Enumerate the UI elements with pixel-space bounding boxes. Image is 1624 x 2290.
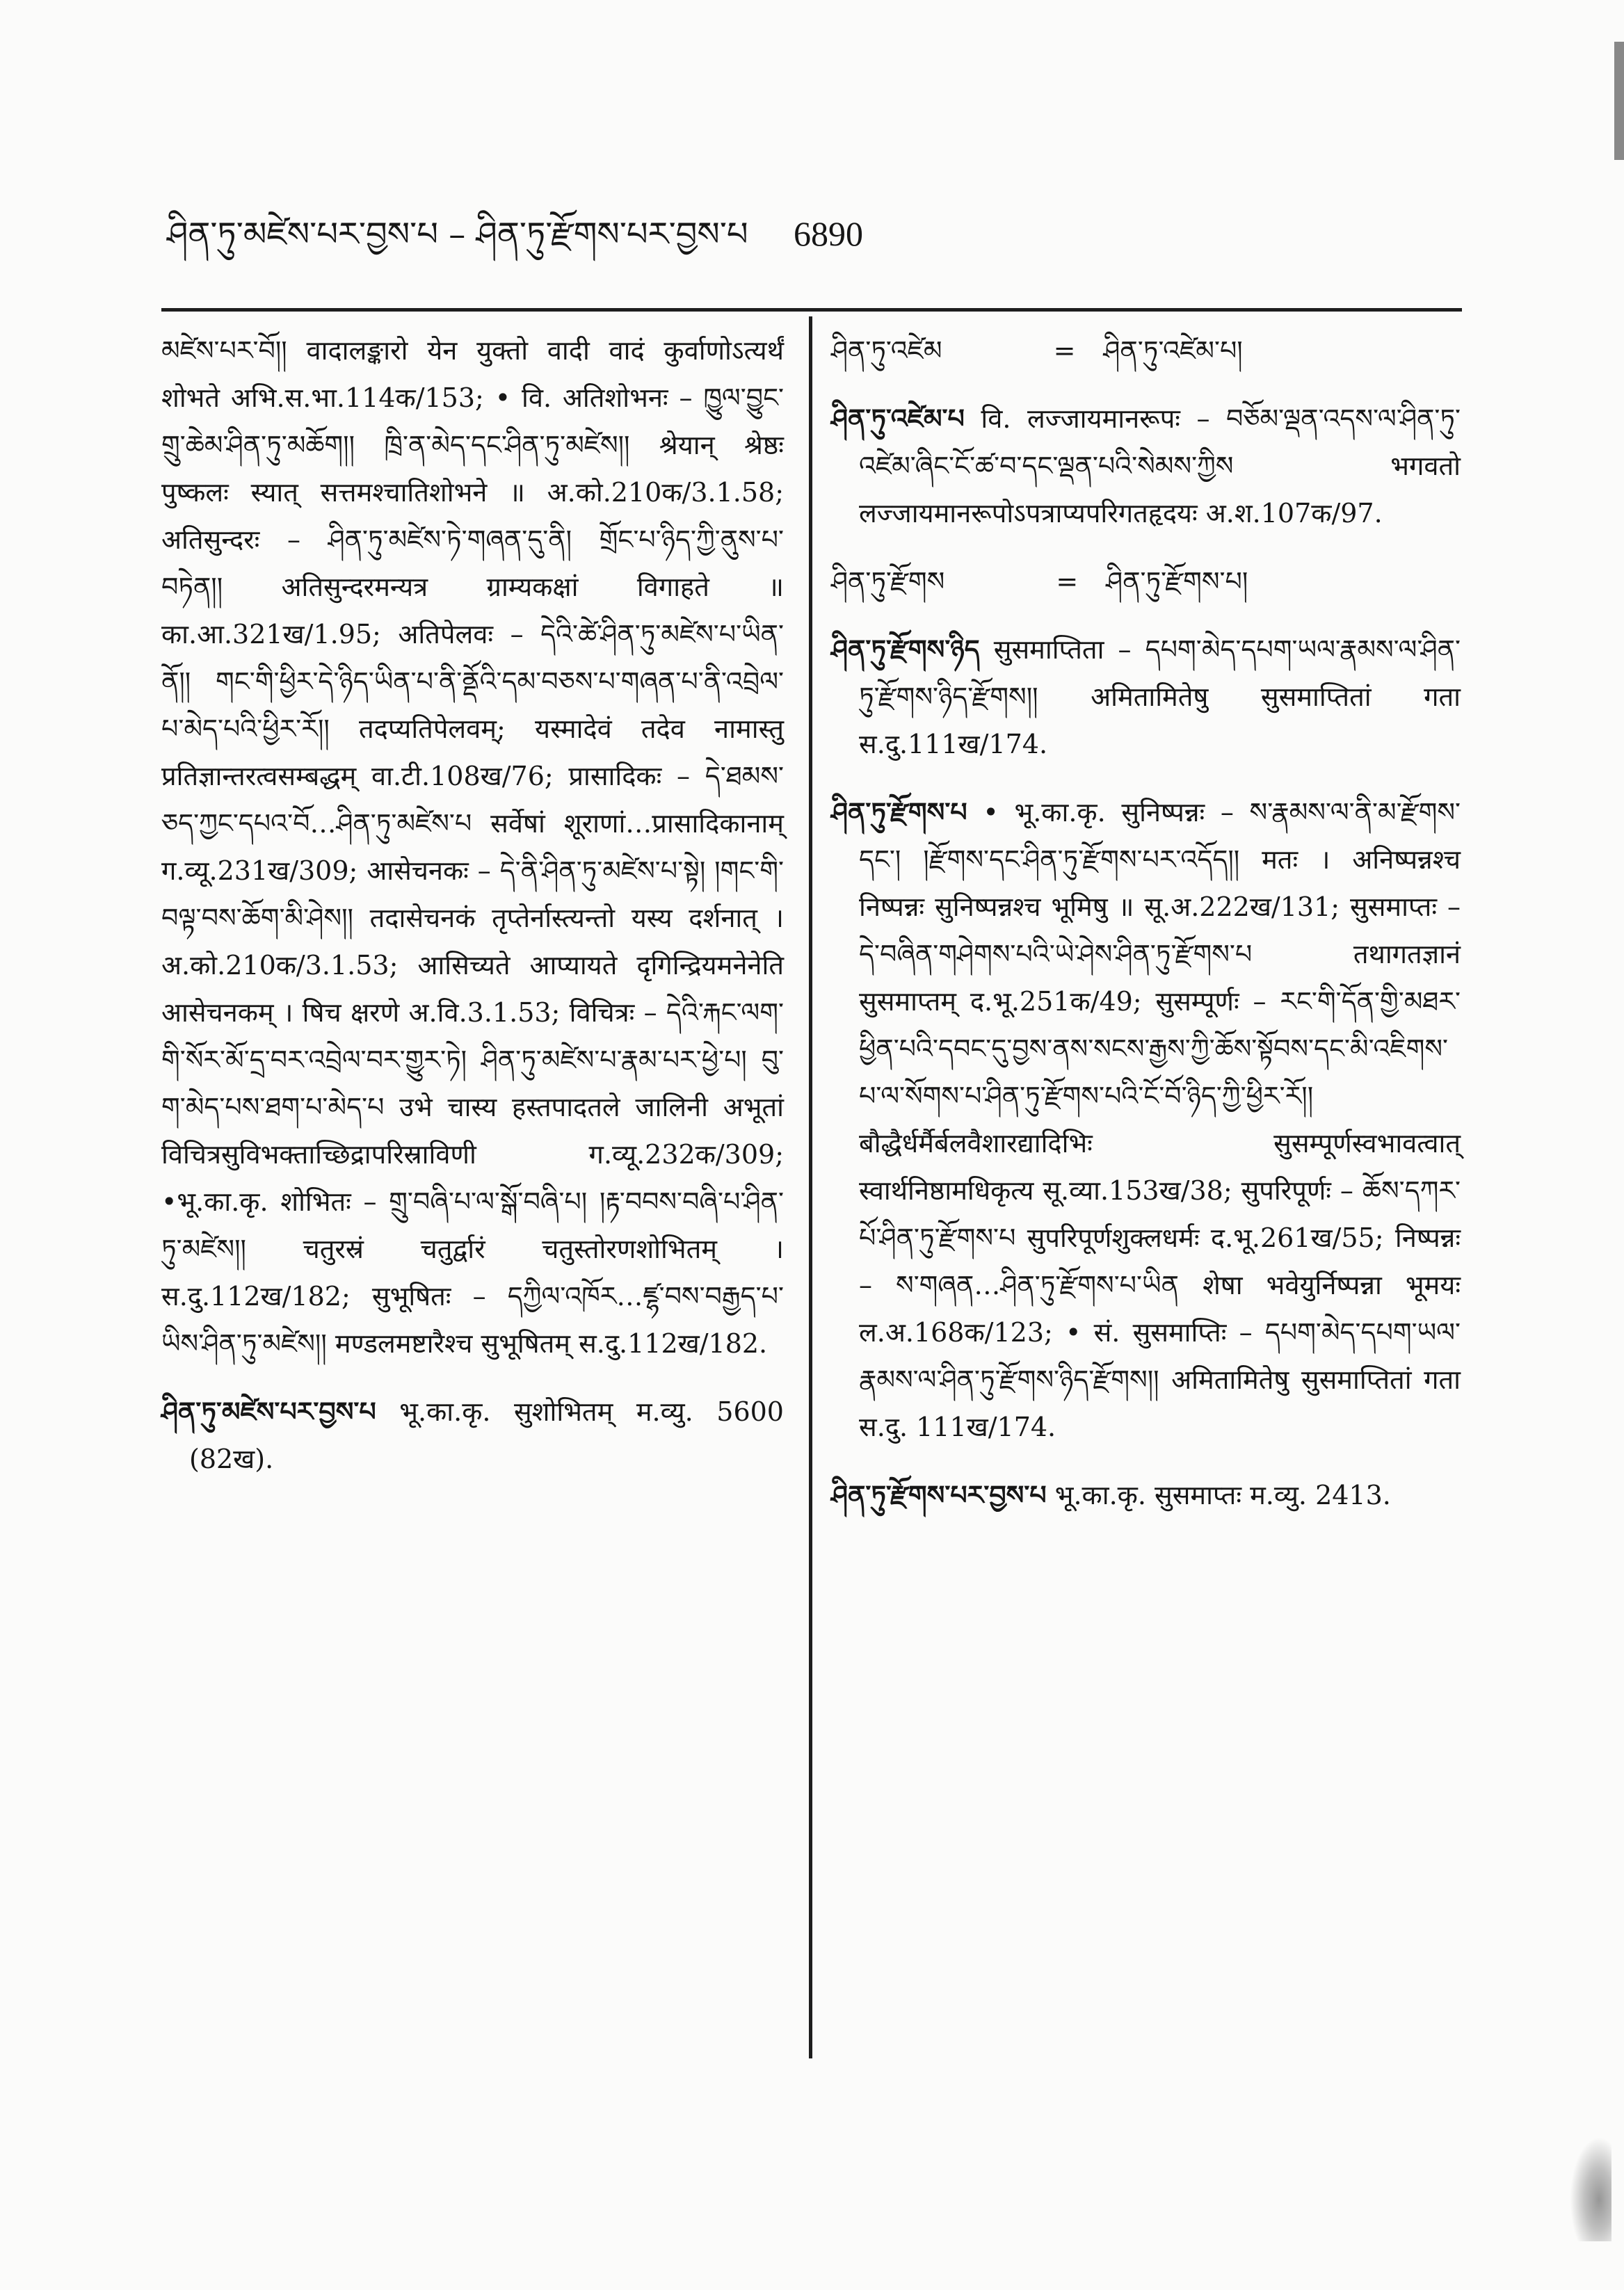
- dictionary-entry: [831, 395, 1461, 537]
- entry-body: • भू.का.कृ. सुनिष्पन्नः – ས་རྣམས་ལ་ནི་མ་རྫོགས་དང་། །རྫོགས་དང་ཤིན་ཏུ་རྫོགས་པར་འདོད།། मतः । अनिष्पन्नश्च निष्पन्नः सुनिष्पन्नश्च भूमिषु ॥ सू.अ.222ख/131; सुसमाप्तः – དེ་བཞིན་གཤེགས་པའི་ཡེ་ཤེས་ཤིན་ཏུ་རྫོགས་པ तथागतज्ञानं सुसमाप्तम् द.भू.251क/49; सुसम्पूर्णः – རང་གི་དོན་གྱི་མཐར་ཕྱིན་པའི་དབང་དུ་བྱས་ནས་སངས་རྒྱས་ཀྱི་ཆོས་སྟོབས་དང་མི་འཇིགས་པ་ལ་སོགས་པ་ཤིན་ཏུ་རྫོགས་པའི་ངོ་བོ་ཉིད་ཀྱི་ཕྱིར་རོ།། बौद्धैर्धर्मैर्बलवैशारद्यादिभिः सुसम्पूर्णस्वभावत्वात् स्वार्थनिष्ठामधिकृत्य सू.व्या.153ख/38; सुपरिपूर्णः – ཆོས་དཀར་པོ་ཤིན་ཏུ་རྫོགས་པ सुपरिपूर्णशुक्लधर्मः द.भू.261ख/55; निष्पन्नः – ས་གཞན…ཤིན་ཏུ་རྫོགས་པ་ཡིན शेषा भवेयुर्निष्पन्ना भूमयः ल.अ.168क/123; • सं. सुसमाप्तिः – དཔག་མེད་དཔག་ཡལ་རྣམས་ལ་ཤིན་ཏུ་རྫོགས་ཉིད་རྫོགས།། अमितामितेषु सुसमाप्तितां गता स.दु. 111ख/174.: [859, 797, 1461, 1442]
- column-divider: [809, 316, 812, 2058]
- xref-target: ཤིན་ཏུ་འཛེམ་པ།: [1103, 335, 1243, 366]
- entry-body: सुसमाप्तिता – དཔག་མེད་དཔག་ཡལ་རྣམས་ལ་ཤིན་ཏུ་རྫོགས་ཉིད་རྫོགས།། अमितामितेषु सुसमाप्तितां गता स.दु.111ख/174.: [859, 634, 1461, 759]
- dictionary-entry: [161, 1388, 784, 1483]
- entry-body: वि. लज्जायमानरूपः – བཅོམ་ལྡན་འདས་ལ་ཤིན་ཏུ་འཛེམ་ཞིང་ངོ་ཚ་བ་དང་ལྡན་པའི་སེམས་ཀྱིས भगवतो लज्जायमानरूपोऽपत्राप्यपरिगतहृदयः अ.श.107क/97.: [859, 403, 1461, 529]
- continued-entry-body: མཛེས་པར་བོ།། वादालङ्कारो येन युक्तो वादी वादं कुर्वाणोऽत्यर्थं शोभते अभि.स.भा.114क/153; • वि. अतिशोभनः – ཁྱུལ་བྱུང་གྲུ་ཆེམ་ཤིན་ཏུ་མཆོག།། ཁྲི་ན་མེད་དང་ཤིན་ཏུ་མཛེས།། श्रेयान् श्रेष्ठः पुष्कलः स्यात् सत्तमश्चातिशोभने ॥ अ.को.210क/3.1.58; अतिसुन्दरः – ཤིན་ཏུ་མཛེས་ཏེ་གཞན་དུ་ནི། གྲོང་པ་ཉིད་ཀྱི་ནུས་པ་བཏེན།། अतिसुन्दरमन्यत्र ग्राम्यकक्षां विगाहते ॥ का.आ.321ख/1.95; अतिपेलवः – དེའི་ཚེ་ཤིན་ཏུ་མཛེས་པ་ཡིན་ནོ།། གང་གི་ཕྱིར་དེ་ཉིད་ཡིན་པ་ནི་ནྡོའི་དམ་བཅས་པ་གཞན་པ་ནི་འབྲེལ་པ་མེད་པའི་ཕྱིར་རོ།། तदप्यतिपेलवम्; यस्मादेवं तदेव नामास्तु प्रतिज्ञान्तरत्वसम्बद्धम् वा.टी.108ख/76; प्रासादिकः – དེ་ཐམས་ཅད་ཀྱང་དཔའ་བོ…ཤིན་ཏུ་མཛེས་པ सर्वेषां शूराणां…प्रासादिकानाम् ग.व्यू.231ख/309; आसेचनकः – དེ་ནི་ཤིན་ཏུ་མཛེས་པ་སྟེ། །གང་གི་བལྟ་བས་ཆོག་མི་ཤེས།། तदासेचनकं तृप्तेर्नास्त्यन्तो यस्य दर्शनात् । अ.को.210क/3.1.53; आसिच्यते आप्यायते दृगिन्द्रियमनेनेति आसेचनकम् । षिच क्षरणे अ.वि.3.1.53; विचित्रः – དེའི་རྐང་ལག་གི་སོར་མོ་དྲ་བར་འབྲེལ་བར་གྱུར་ཏེ། ཤིན་ཏུ་མཛེས་པ་རྣམ་པར་ཕྱེ་པ། བུ་ག་མེད་པས་ཐག་པ་མེད་པ उभे चास्य हस्तपादतले जालिनी अभूतां विचित्रसुविभक्ताच्छिद्रापरिस्राविणी ग.व्यू.232क/309; •भू.का.कृ. शोभितः – གྲུ་བཞི་པ་ལ་སྒོ་བཞི་པ། །རྟ་བབས་བཞི་པ་ཤིན་ཏུ་མཛེས།། चतुरस्रं चतुर्द्वारं चतुस्तोरणशोभितम् । स.दु.112ख/182; सुभूषितः – དཀྱིལ་འཁོར…ཛྷ་བས་བརྒྱད་པ་ཡིས་ཤིན་ཏུ་མཛེས།། मण्डलमष्टारैश्च सुभूषितम् स.दु.112ख/182.: [161, 335, 784, 1359]
- header-rule: [161, 308, 1462, 312]
- xref-headword: ཤིན་ཏུ་རྫོགས: [831, 566, 945, 597]
- entry-headword: ཤིན་ཏུ་རྫོགས་ཉིད: [831, 634, 980, 665]
- entry-headword: ཤིན་ཏུ་རྫོགས་པར་བྱས་པ: [831, 1479, 1047, 1510]
- xref-headword: ཤིན་ཏུ་འཛེམ: [831, 335, 942, 366]
- cross-reference: [831, 558, 1461, 605]
- entry-body: भू.का.कृ. सुसमाप्तः म.व्यु. 2413.: [1054, 1480, 1391, 1510]
- scan-corner-mark: [1570, 2137, 1611, 2241]
- entry-headword: ཤིན་ཏུ་མཛེས་པར་བྱས་པ: [161, 1396, 376, 1427]
- scan-edge-mark: [1614, 42, 1624, 160]
- entry-body: भू.का.कृ. सुशोभितम् म.व्यु. 5600 (82ख).: [189, 1396, 784, 1474]
- xref-target: ཤིན་ཏུ་རྫོགས་པ།: [1106, 566, 1248, 597]
- left-column: [161, 327, 784, 1503]
- cross-reference: [831, 327, 1461, 374]
- page-number: 6890: [793, 214, 863, 253]
- dictionary-entry: [831, 626, 1461, 768]
- running-head: ཤིན་ཏུ་མཛེས་པར་བྱས་པ – ཤིན་ཏུ་རྫོགས་པར་བྱས་པ: [167, 215, 748, 254]
- entry-headword: ཤིན་ཏུ་རྫོགས་པ: [831, 796, 967, 828]
- xref-equals: =: [1056, 566, 1079, 597]
- running-header: [167, 209, 1454, 264]
- entry-headword: ཤིན་ཏུ་འཛེམ་པ: [831, 403, 965, 434]
- dictionary-entry: [831, 789, 1461, 1451]
- xref-equals: =: [1053, 335, 1076, 366]
- dictionary-entry: [831, 1471, 1461, 1519]
- right-column: [831, 327, 1461, 1540]
